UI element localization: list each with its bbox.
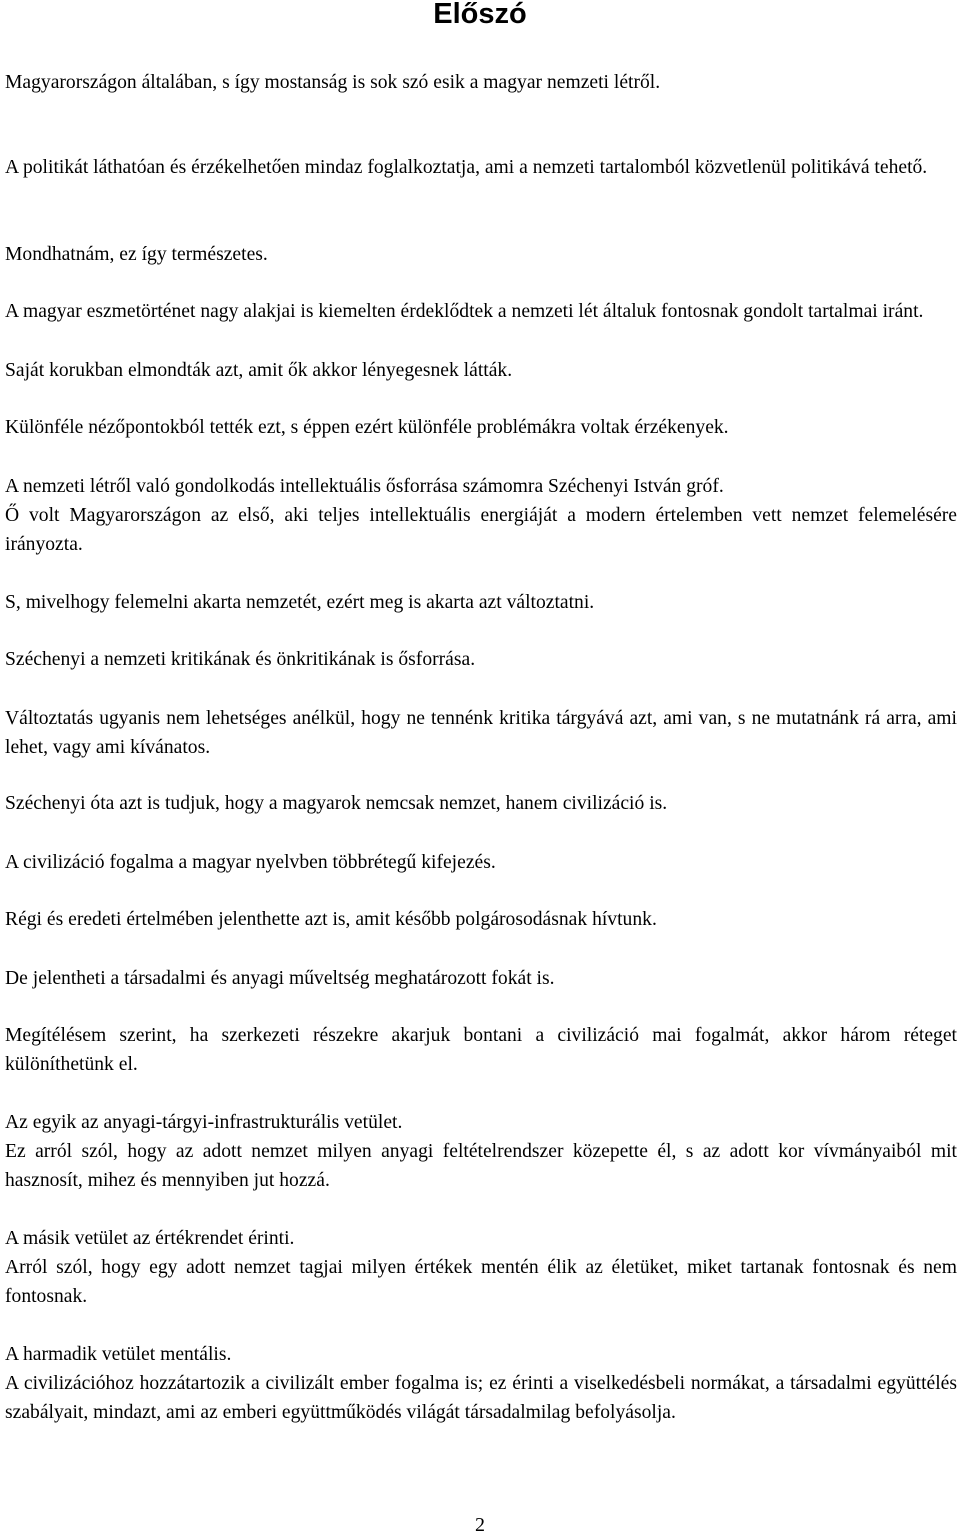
paragraph-5: Saját korukban elmondták azt, amit ők akkor lényegesnek látták. [5, 360, 513, 381]
paragraph-4: A magyar eszmetörténet nagy alakjai is kiemelten érdeklődtek a nemzeti lét általuk fontosnak gondolt tartalmai iránt. [5, 301, 924, 322]
paragraph-16: Megítélésem szerint, ha szerkezeti részekre akarjuk bontani a civilizáció mai fogalmát, akkor három réteget különíthetünk el. [5, 1025, 957, 1075]
paragraph-15: De jelentheti a társadalmi és anyagi műveltség meghatározott fokát is. [5, 968, 555, 989]
page-number: 2 [475, 1514, 485, 1536]
paragraph-21: A harmadik vetület mentális. [5, 1344, 232, 1365]
paragraph-1: Magyarországon általában, s így mostanság is sok szó esik a magyar nemzeti létről. [5, 72, 661, 93]
page-title: Előszó [433, 0, 527, 30]
paragraph-11: Változtatás ugyanis nem lehetséges anélkül, hogy ne tennénk kritika tárgyává azt, ami van, s ne mutatnánk rá arra, ami lehet, vagy ami kívánatos. [5, 708, 957, 758]
paragraph-7: A nemzeti létről való gondolkodás intellektuális ősforrása számomra Széchenyi István gróf. [5, 476, 724, 497]
paragraph-20: Arról szól, hogy egy adott nemzet tagjai milyen értékek mentén élik az életüket, miket tartanak fontosnak és nem fontosnak. [5, 1257, 957, 1307]
paragraph-9: S, mivelhogy felemelni akarta nemzetét, ezért meg is akarta azt változtatni. [5, 592, 595, 613]
paragraph-6: Különféle nézőpontokból tették ezt, s éppen ezért különféle problémákra voltak érzékenyek. [5, 417, 729, 438]
paragraph-18: Ez arról szól, hogy az adott nemzet milyen anyagi feltételrendszer közepette él, s az adott kor vívmányaiból mit hasznosít, mihez és mennyiben jut hozzá. [5, 1141, 957, 1191]
paragraph-17: Az egyik az anyagi-tárgyi-infrastrukturális vetület. [5, 1112, 403, 1133]
paragraph-13: A civilizáció fogalma a magyar nyelvben többrétegű kifejezés. [5, 852, 496, 873]
paragraph-10: Széchenyi a nemzeti kritikának és önkritikának is ősforrása. [5, 649, 476, 670]
paragraph-14: Régi és eredeti értelmében jelenthette azt is, amit később polgárosodásnak hívtunk. [5, 909, 657, 930]
paragraph-2: A politikát láthatóan és érzékelhetően mindaz foglalkoztatja, ami a nemzeti tartalomból közvetlenül politikává tehető. [5, 157, 928, 178]
paragraph-3: Mondhatnám, ez így természetes. [5, 244, 268, 265]
paragraph-22: A civilizációhoz hozzátartozik a civilizált ember fogalma is; ez érinti a viselkedésbeli normákat, a társadalmi együttélés szabályait, mindazt, ami az emberi együttműködés világát társadalmilag befolyásolja. [5, 1373, 957, 1423]
paragraph-12: Széchenyi óta azt is tudjuk, hogy a magyarok nemcsak nemzet, hanem civilizáció is. [5, 793, 668, 814]
paragraph-8: Ő volt Magyarországon az első, aki teljes intellektuális energiáját a modern értelemben vett nemzet felemelésére irányozta. [5, 505, 957, 555]
paragraph-19: A másik vetület az értékrendet érinti. [5, 1228, 295, 1249]
